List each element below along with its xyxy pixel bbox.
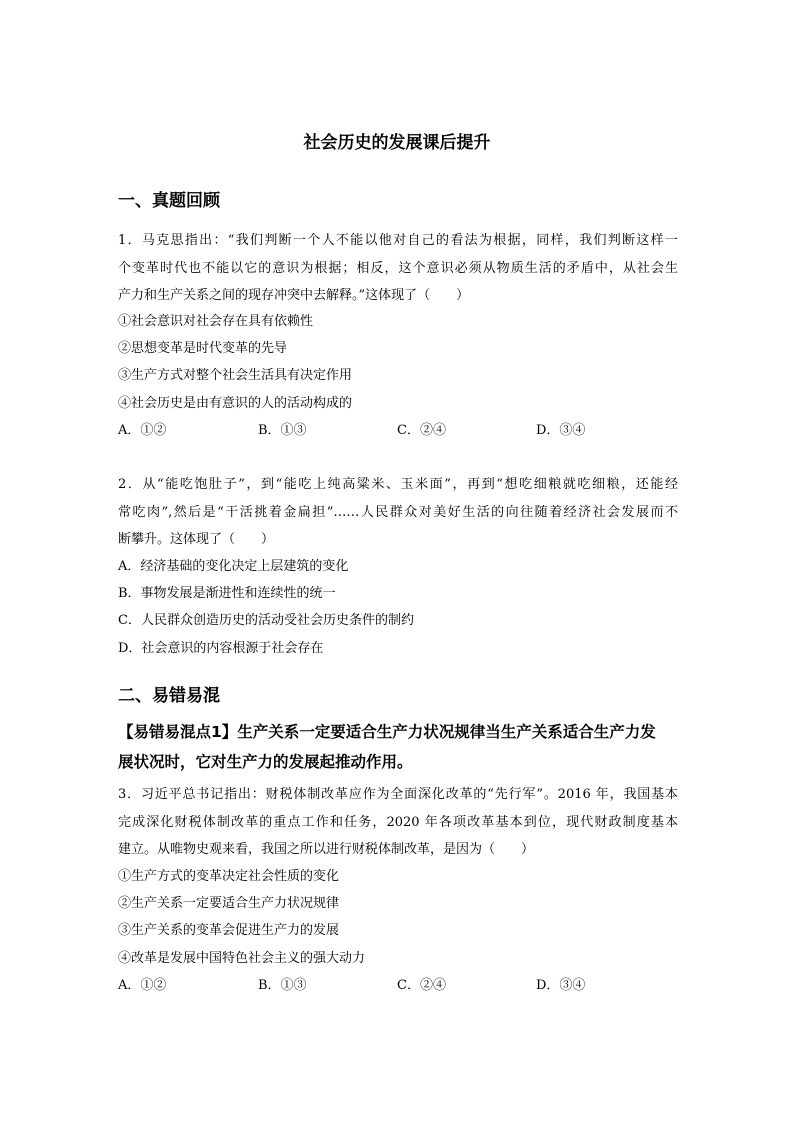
q2-choice-b: B．事物发展是渐进性和连续性的统一 <box>118 586 336 601</box>
q1-item-1: ①社会意识对社会存在具有依赖性 <box>118 314 314 329</box>
error-point-line-1: 【易错易混点1】生产关系一定要适合生产力状况规律当生产关系适合生产力发 <box>118 723 656 741</box>
q2-stem-line-2: 常吃肉”,然后是“干活挑着金扁担”……人民群众对美好生活的向往随着经济社会发展而不 <box>118 505 678 520</box>
q1-item-3: ③生产方式对整个社会生活具有决定作用 <box>118 368 353 383</box>
q3-stem-line-3: 建立。从唯物史观来看，我国之所以进行财税体制改革，是因为（ ） <box>118 842 535 857</box>
section-heading-2: 二、易错易混 <box>118 686 220 706</box>
q1-option-c: C．②④ <box>397 423 446 438</box>
q3-option-c: C．②④ <box>397 978 446 993</box>
q2-choice-a: A．经济基础的变化决定上层建筑的变化 <box>118 559 349 574</box>
q2-choice-d: D．社会意识的内容根源于社会存在 <box>118 641 324 656</box>
q1-stem-line-3: 产力和生产关系之间的现存冲突中去解释。”这体现了（ ） <box>118 288 470 303</box>
q2-stem-line-1: 2．从“能吃饱肚子”，到“能吃上纯高粱米、玉米面”，再到“想吃细粮就吃细粮，还能经 <box>118 477 678 492</box>
q3-item-4: ④改革是发展中国特色社会主义的强大动力 <box>118 951 366 966</box>
q3-option-d: D．③④ <box>536 978 586 993</box>
q3-option-a: A．①② <box>118 978 167 993</box>
q1-item-2: ②思想变革是时代变革的先导 <box>118 341 288 356</box>
q3-item-3: ③生产关系的变革会促进生产力的发展 <box>118 923 340 938</box>
q1-option-b: B．①③ <box>258 423 307 438</box>
q1-stem-line-2: 个变革时代也不能以它的意识为根据；相反，这个意识必须从物质生活的矛盾中，从社会生 <box>118 261 678 276</box>
q2-stem-line-3: 断攀升。这体现了（ ） <box>118 532 275 547</box>
q1-option-d: D．③④ <box>536 423 586 438</box>
q3-item-1: ①生产方式的变革决定社会性质的变化 <box>118 869 340 884</box>
q3-item-2: ②生产关系一定要适合生产力状况规律 <box>118 896 340 911</box>
error-point-line-2: 展状况时，它对生产力的发展起推动作用。 <box>118 753 413 771</box>
section-heading-1: 一、真题回顾 <box>118 191 220 211</box>
q1-stem-line-1: 1．马克思指出：“我们判断一个人不能以他对自己的看法为根据，同样，我们判断这样一 <box>118 233 678 248</box>
q1-item-4: ④社会历史是由有意识的人的活动构成的 <box>118 396 353 411</box>
q1-option-a: A．①② <box>118 423 167 438</box>
page-title: 社会历史的发展课后提升 <box>303 133 491 153</box>
q3-stem-line-2: 完成深化财税体制改革的重点工作和任务，2020 年各项改革基本到位，现代财政制度基本 <box>118 815 678 830</box>
q2-choice-c: C．人民群众创造历史的活动受社会历史条件的制约 <box>118 613 414 628</box>
q3-stem-line-1: 3．习近平总书记指出：财税体制改革应作为全面深化改革的“先行军”。2016 年，我国基本 <box>118 787 678 802</box>
q3-option-b: B．①③ <box>258 978 307 993</box>
